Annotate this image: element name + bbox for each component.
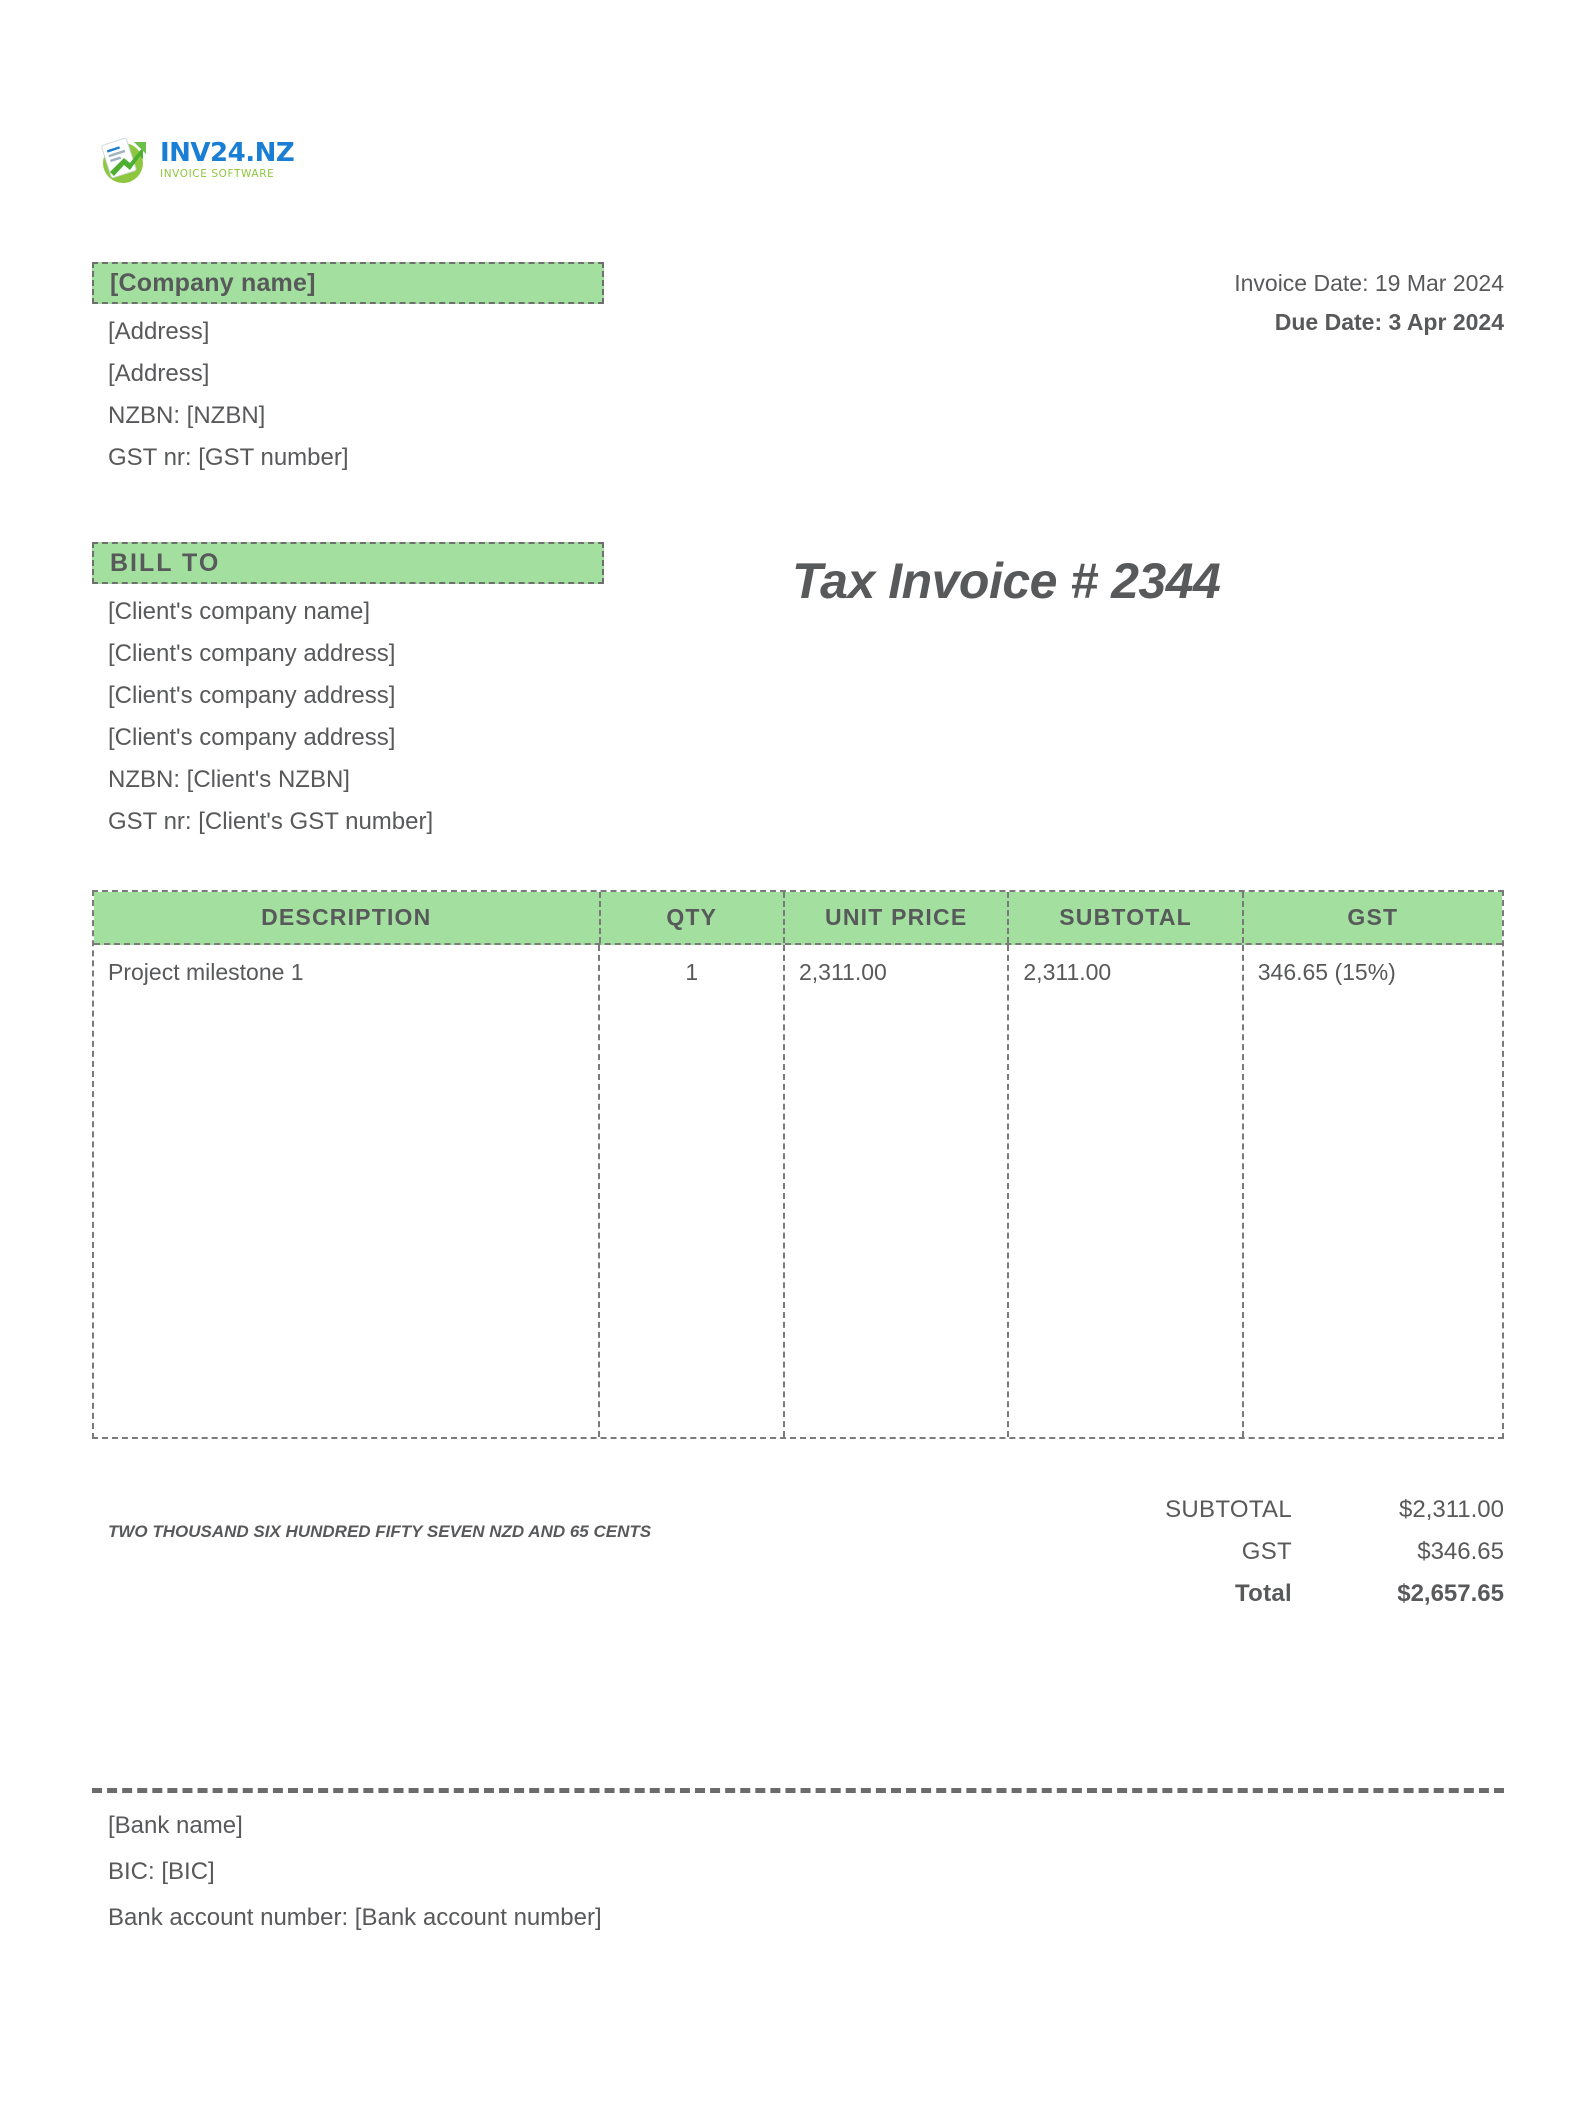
- amount-in-words: TWO THOUSAND SIX HUNDRED FIFTY SEVEN NZD AND 65 CENTS: [108, 1522, 652, 1541]
- seller-line: [Address]: [108, 360, 210, 387]
- cell-qty: 1: [600, 945, 785, 1437]
- gst-label: GST: [1241, 1538, 1292, 1565]
- bank-details: [108, 1812, 602, 1950]
- bill-to-banner[interactable]: [92, 542, 604, 584]
- subtotal-label: SUBTOTAL: [1165, 1496, 1292, 1523]
- bank-line: Bank account number: [Bank account number]: [108, 1904, 602, 1931]
- cell-gst: 346.65 (15%): [1257, 959, 1396, 985]
- totals-row-gst: [1084, 1538, 1504, 1566]
- column-header-qty: QTY: [601, 892, 786, 943]
- invoice-arrow-logo-icon: [96, 132, 152, 188]
- items-table: [92, 890, 1504, 1439]
- brand-logo-text: [160, 140, 294, 180]
- company-name-banner[interactable]: [92, 262, 604, 304]
- seller-details: [92, 262, 604, 472]
- totals-row-subtotal: [1084, 1496, 1504, 1524]
- totals-summary: [1084, 1496, 1504, 1622]
- cell-subtotal: 2,311.00: [1009, 945, 1243, 1437]
- total-value: $2,657.65: [1397, 1580, 1504, 1607]
- client-line: [Client's company name]: [108, 598, 371, 625]
- subtotal-value: $2,311.00: [1399, 1496, 1504, 1523]
- company-name-label: [Company name]: [110, 268, 316, 297]
- invoice-dates: [1234, 270, 1504, 336]
- column-header-subtotal: SUBTOTAL: [1009, 892, 1243, 943]
- totals-row-total: [1084, 1580, 1504, 1608]
- client-line: [Client's company address]: [108, 640, 396, 667]
- column-header-unit-price: UNIT PRICE: [785, 892, 1009, 943]
- table-row: [94, 945, 1502, 1437]
- brand-name: INV24.NZ: [160, 138, 295, 169]
- cell-unit-price: 2,311.00: [785, 945, 1009, 1437]
- column-header-gst: GST: [1347, 904, 1399, 930]
- seller-line: [Address]: [108, 318, 210, 345]
- bank-line: BIC: [BIC]: [108, 1858, 215, 1885]
- footer-divider: [92, 1788, 1504, 1793]
- brand-logo: [96, 132, 294, 188]
- client-line: [Client's company address]: [108, 682, 396, 709]
- column-header-description: DESCRIPTION: [94, 892, 601, 943]
- seller-line: GST nr: [GST number]: [108, 444, 349, 471]
- client-line: [Client's company address]: [108, 724, 396, 751]
- bill-to-label: BILL TO: [110, 548, 221, 577]
- bill-to-details: [92, 542, 604, 836]
- cell-description: Project milestone 1: [94, 945, 600, 1437]
- gst-value: $346.65: [1417, 1538, 1504, 1565]
- bank-line: [Bank name]: [108, 1812, 243, 1839]
- brand-tagline: INVOICE SOFTWARE: [160, 168, 275, 181]
- invoice-date: Invoice Date: 19 Mar 2024: [1234, 270, 1504, 296]
- seller-line: NZBN: [NZBN]: [108, 402, 266, 429]
- client-line: NZBN: [Client's NZBN]: [108, 766, 350, 793]
- total-label: Total: [1234, 1580, 1292, 1607]
- due-date: Due Date: 3 Apr 2024: [1274, 309, 1504, 335]
- client-line: GST nr: [Client's GST number]: [108, 808, 434, 835]
- table-header-row: [94, 892, 1502, 945]
- page-title: Tax Invoice # 2344: [792, 553, 1221, 609]
